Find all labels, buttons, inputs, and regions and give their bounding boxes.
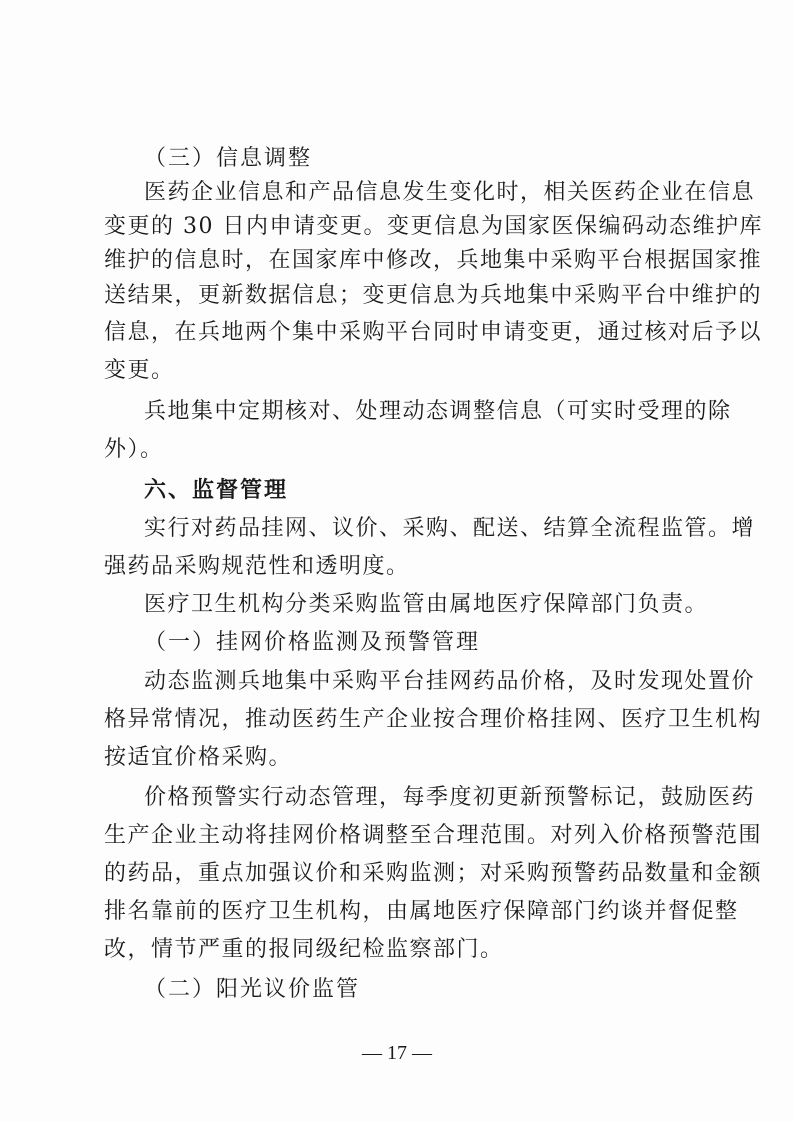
paragraph-line: 医药企业信息和产品信息发生变化时，相关医药企业在信息 [144,180,756,205]
paragraph-line: 按适宜价格采购。 [104,745,293,770]
paragraph-line: 动态监测兵地集中采购平台挂网药品价格，及时发现处置价 [144,669,756,694]
paragraph-line: 改，情节严重的报同级纪检监察部门。 [104,937,504,962]
paragraph-line: 医疗卫生机构分类采购监管由属地医疗保障部门负责。 [144,592,709,617]
paragraph-line: 变更。 [104,358,175,383]
paragraph-line: 强药品采购规范性和透明度。 [104,554,410,579]
section-subheading-info-adjustment: （三）信息调整 [144,146,313,171]
paragraph-line: 实行对药品挂网、议价、采购、配送、结算全流程监管。增 [144,516,756,541]
paragraph-line: 的药品，重点加强议价和采购监测；对采购预警药品数量和金额 [104,861,763,886]
section-subheading-sunshine-bargaining: （二）阳光议价监管 [144,977,361,1002]
paragraph-line: 变更的 30 日内申请变更。变更信息为国家医保编码动态维护库 [104,214,763,239]
paragraph-line: 格异常情况，推动医药生产企业按合理价格挂网、医疗卫生机构 [104,707,763,732]
section-subheading-price-monitoring: （一）挂网价格监测及预警管理 [144,630,481,655]
paragraph-line: 生产企业主动将挂网价格调整至合理范围。对列入价格预警范围 [104,823,763,848]
paragraph-line: 价格预警实行动态管理，每季度初更新预警标记，鼓励医药 [144,785,756,810]
paragraph-line: 送结果，更新数据信息；变更信息为兵地集中采购平台中维护的 [104,283,763,308]
page-number: — 17 — [362,1042,432,1064]
paragraph-line: 维护的信息时，在国家库中修改，兵地集中采购平台根据国家推 [104,248,763,273]
section-heading-supervision: 六、监督管理 [144,478,289,503]
paragraph-line: 信息，在兵地两个集中采购平台同时申请变更，通过核对后予以 [104,320,763,345]
paragraph-line: 排名靠前的医疗卫生机构，由属地医疗保障部门约谈并督促整 [104,899,739,924]
paragraph-line: 兵地集中定期核对、处理动态调整信息（可实时受理的除 [144,399,732,424]
paragraph-line: 外）。 [104,437,164,462]
